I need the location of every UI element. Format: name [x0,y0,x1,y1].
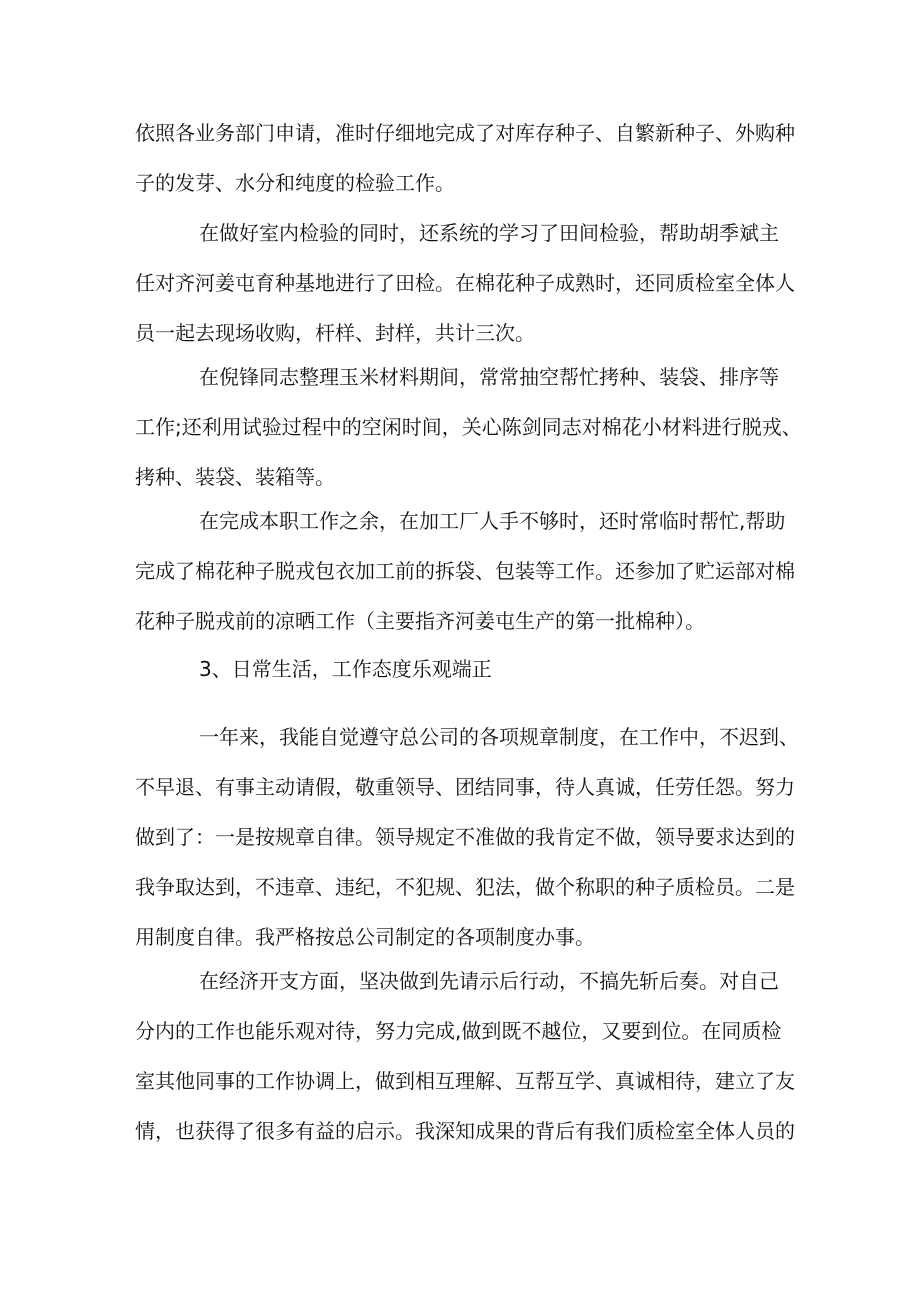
text-line: 做到了：一是按规章自律。领导规定不准做的我肯定不做，领导要求达到的 [135,825,795,849]
text-line: 拷种、装袋、装箱等。 [135,465,335,489]
text-line: 在做好室内检验的同时，还系统的学习了田间检验，帮助胡季斌主 [199,221,779,245]
text-line: 在完成本职工作之余，在加工厂人手不够时，还时常临时帮忙,帮助 [199,509,786,533]
text-line: 完成了棉花种子脱戎包衣加工前的拆袋、包装等工作。还参加了贮运部对棉 [135,559,795,583]
paragraph-1 [135,108,805,208]
text-line: 我争取达到，不违章、违纪，不犯规、犯法，做个称职的种子质检员。二是 [135,875,795,899]
text-line: 员一起去现场收购，杆样、封样，共计三次。 [135,321,535,345]
text-line: 不早退、有事主动请假，敬重领导、团结同事，待人真诚，任劳任怨。努力 [135,775,795,799]
text-line: 依照各业务部门申请，准时仔细地完成了对库存种子、自繁新种子、外购种 [135,121,795,145]
text-line: 子的发芽、水分和纯度的检验工作。 [135,171,455,195]
section-heading: 3、日常生活，工作态度乐观端正 [199,657,492,681]
text-line: 工作;还利用试验过程中的空闲时间，关心陈剑同志对棉花小材料进行脱戎、 [135,415,802,439]
text-line: 分内的工作也能乐观对待，努力完成,做到既不越位，又要到位。在同质检 [135,1019,782,1043]
paragraph-4 [135,496,805,646]
text-line: 一年来，我能自觉遵守总公司的各项规章制度，在工作中，不迟到、 [199,725,799,749]
paragraph-3 [135,352,805,502]
text-line: 情，也获得了很多有益的启示。我深知成果的背后有我们质检室全体人员的 [135,1119,795,1143]
paragraph-5 [135,712,805,962]
text-line: 室其他同事的工作协调上，做到相互理解、互帮互学、真诚相待，建立了友 [135,1069,795,1093]
text-line: 任对齐河姜屯育种基地进行了田检。在棉花种子成熟时，还同质检室全体人 [135,271,795,295]
paragraph-2 [135,208,805,358]
text-line: 在经济开支方面，坚决做到先请示后行动，不搞先斩后奏。对自己 [199,969,779,993]
text-line: 在倪锋同志整理玉米材料期间，常常抽空帮忙拷种、装袋、排序等 [199,365,779,389]
paragraph-6 [135,956,805,1156]
text-line: 花种子脱戎前的凉晒工作（主要指齐河姜屯生产的第一批棉种）。 [135,609,705,633]
text-line: 用制度自律。我严格按总公司制定的各项制度办事。 [135,925,595,949]
